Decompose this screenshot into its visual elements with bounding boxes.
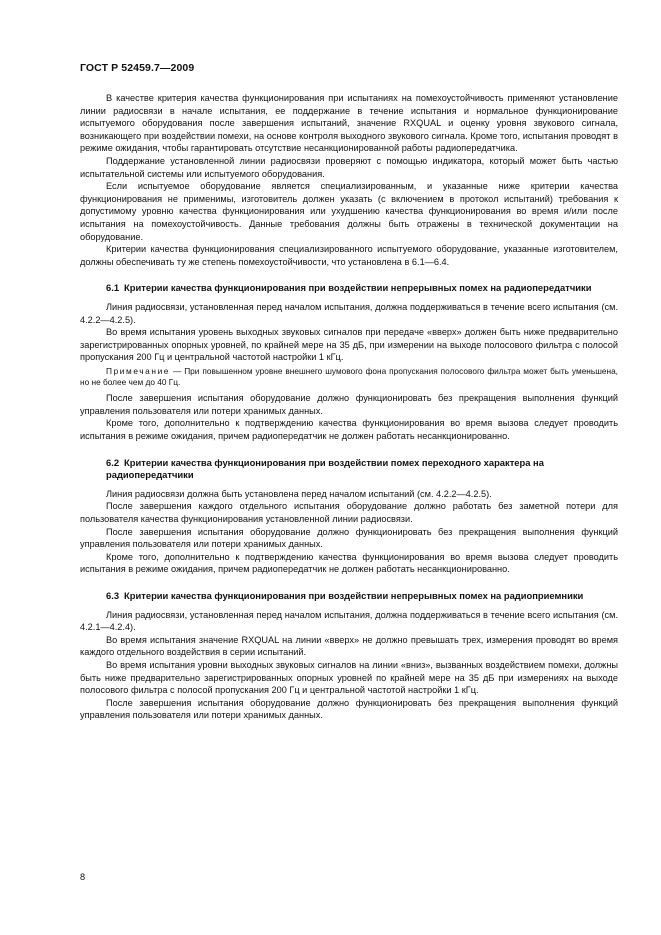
paragraph: После завершения испытания оборудование должно функционировать без прекращения выполнения функций управления пользователя или потери хранимых данных. [80,697,618,721]
paragraph: Линия радиосвязи должна быть установлена перед началом испытаний (см. 4.2.2—4.2.5). [106,488,492,499]
section-6-3-heading [106,590,618,603]
section-title: Критерии качества функционирования при воздействии непрерывных помех на радиопередатчики [124,282,592,294]
paragraph: После завершения испытания оборудование должно функционировать без прекращения выполнения функций управления пользователя или потери хранимых данных. [80,393,618,416]
paragraph: Во время испытания уровни выходных звуковых сигналов на линии «вниз», вызванных воздействием помехи, должны быть ниже предварительно зарегистрированных опорных уровней по крайней мере на 35 дБ при измерениях на выходе полосового фильтра с полосой пропускания 200 Гц и центральной частотой настройки 1 кГц. [80,659,618,696]
paragraph: После завершения испытания оборудование должно функционировать без прекращения выполнения функций управления пользователя или потери хранимых данных. [80,526,618,550]
section-number: 6.3 [106,590,120,601]
intro-paragraph: Критерии качества функционирования специализированного испытуемого оборудование, указанные изготовителем, должны обеспечивать ту же степень помехоустойчивости, что установлена в 6.1—6.4. [80,244,618,267]
note-label: Примечание [106,365,171,376]
intro-paragraph: В качестве критерия качества функционирования при испытаниях на помехоустойчивость применяют установление линии радиосвязи в начале испытания, ее поддержание в течение испытания и нормальное функционирование испытуемого оборудования после завершения испытаний, значение RXQUAL и оценку уровня звукового сигнала, возникающего при воздействии помехи, на основе контроля выходного звукового сигнала. Кроме того, испытания проводят в режиме ожидания, чтобы гарантировать отсутствие несанкционированной работы радиопередатчика. [80,93,618,154]
paragraph: После завершения каждого отдельного испытания оборудование должно работать без заметной потери для пользователя качества функционирования установленной линии радиосвязи. [80,501,618,525]
page-number: 8 [80,872,86,882]
paragraph: Во время испытания значение RXQUAL на линии «вверх» не должно превышать трех, измерения проводят во время каждого отдельного воздействия в серии испытаний. [80,634,618,658]
intro-paragraph: Если испытуемое оборудование является специализированным, и указанные ниже критерии качества функционирования не применимы, изготовитель должен указать (с включением в протокол испытаний) требования к допустимому уровню качества функционирования или ухудшению качества функционирования во время и/или после испытания на помехоустойчивость. Данные требования должны быть отражены в технической документации на оборудование. [80,181,618,242]
paragraph: Кроме того, дополнительно к подтверждению качества функционирования во время вызова следует проводить испытания в режиме ожидания, причем радиопередатчик не должен работать несанкционированно. [80,418,618,442]
note [80,366,618,388]
note-text: — При повышенном уровне внешнего шумового фона пропускания полосового фильтра может быть уменьшена, но не более чем до 40 Гц. [80,365,618,388]
intro-paragraph: Поддержание установленной линии радиосвязи проверяют с помощью индикатора, который может быть частью испытательной системы или испытуемого оборудования. [80,155,618,179]
section-6-1-heading [106,282,618,295]
section-number: 6.2 [106,456,120,468]
document-header: ГОСТ Р 52459.7—2009 [80,62,195,74]
paragraph: Во время испытания уровень выходных звуковых сигналов при передаче «вверх» должен быть ниже предварительно зарегистрированных опорных уровней, по крайней мере на 35 дБ, при измерении на выходе полосового фильтра с полосой пропускания 200 Гц и центральной частотой настройки 1 кГц. [80,327,618,363]
paragraph: Линия радиосвязи, установленная перед началом испытания, должна поддерживаться в течение всего испытания (см. 4.2.1—4.2.4). [80,609,618,633]
paragraph: Кроме того, дополнительно к подтверждению качества функционирования во время вызова следует проводить испытания в режиме ожидания, причем радиопередатчик не должен работать несанкционированно. [80,551,618,575]
section-title: Критерии качества функционирования при воздействии непрерывных помех на радиоприемники [124,590,584,601]
section-number: 6.1 [106,282,120,294]
section-title: Критерии качества функционирования при воздействии помех переходного характера на радиопередатчики [106,456,544,481]
paragraph: Линия радиосвязи, установленная перед началом испытания, должна поддерживаться в течение всего испытания (см. 4.2.2—4.2.5). [80,301,618,325]
section-6-2-heading [106,457,618,482]
document-body [80,92,618,722]
